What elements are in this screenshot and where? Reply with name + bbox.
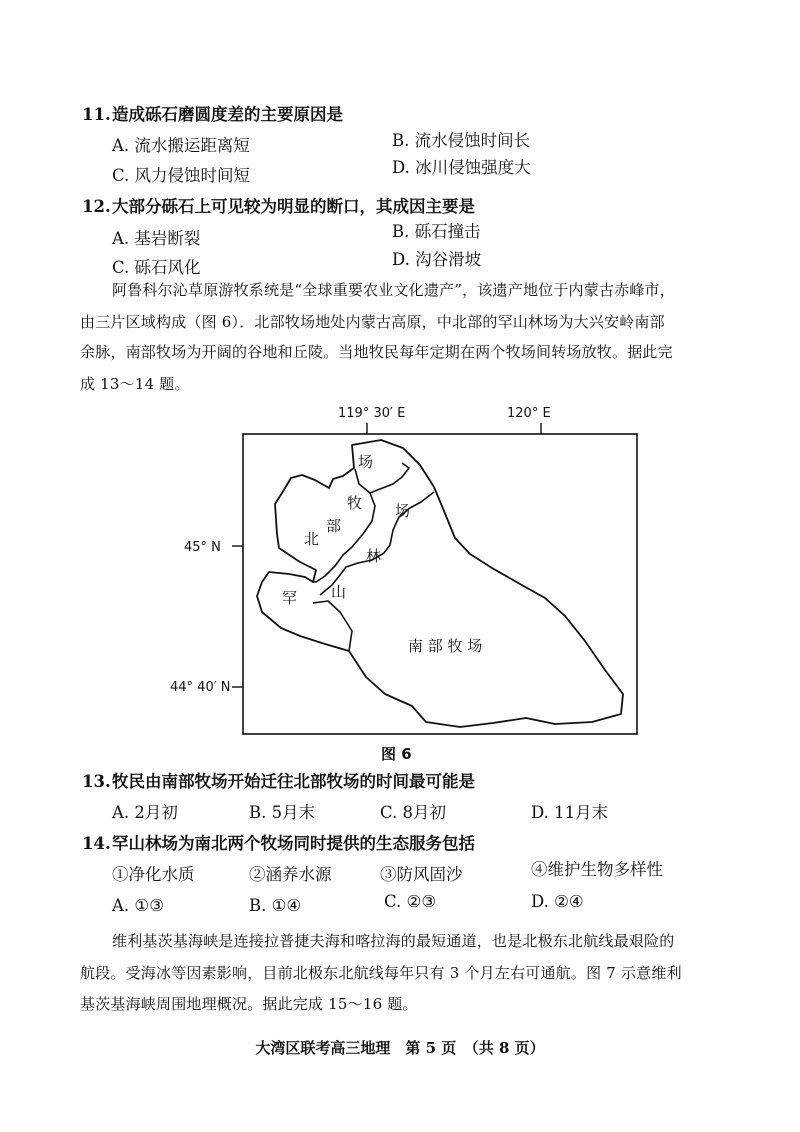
region-label-south-pasture: 南 部 牧 场 bbox=[408, 637, 483, 655]
option-12-b: B. 砾石撞击 bbox=[392, 222, 481, 241]
option-14-d: D. ②④ bbox=[531, 892, 584, 911]
longitude-label: 120° E bbox=[507, 406, 551, 421]
region-char-forest: 罕 bbox=[282, 589, 298, 607]
question-number: 14. bbox=[82, 834, 111, 853]
page-footer: 大湾区联考高三地理 第 5 页 （共 8 页） bbox=[255, 1039, 545, 1057]
question-14-stem: 14.罕山林场为南北两个牧场同时提供的生态服务包括 bbox=[82, 834, 475, 853]
option-13-b: B. 5月末 bbox=[249, 803, 316, 822]
option-11-a: A. 流水搬运距离短 bbox=[112, 136, 250, 155]
question-number: 12. bbox=[82, 197, 111, 216]
option-12-d: D. 沟谷滑坡 bbox=[392, 250, 482, 269]
latitude-label: 44° 40′ N bbox=[170, 680, 231, 695]
option-14-a: A. ①③ bbox=[112, 896, 164, 915]
item-14-4: ④维护生物多样性 bbox=[531, 860, 663, 879]
passage-1-line: 余脉，南部牧场为开阔的谷地和丘陵。当地牧民每年定期在两个牧场间转场放牧。据此完 bbox=[80, 343, 673, 361]
question-13-stem: 13.牧民由南部牧场开始迁往北部牧场的时间最可能是 bbox=[82, 772, 475, 791]
region-char-forest: 山 bbox=[331, 583, 347, 601]
option-11-b: B. 流水侵蚀时间长 bbox=[392, 131, 531, 150]
option-12-c: C. 砾石风化 bbox=[112, 258, 201, 277]
heritage-boundary bbox=[257, 440, 623, 727]
passage-1-line: 成 13～14 题。 bbox=[80, 375, 190, 393]
option-14-b: B. ①④ bbox=[249, 896, 302, 915]
option-13-a: A. 2月初 bbox=[112, 803, 178, 822]
passage-2-line: 航段。受海冰等因素影响，目前北极东北航线每年只有 3 个月左右可通航。图 7 示意维利 bbox=[80, 964, 682, 982]
forest-boundary bbox=[320, 492, 434, 595]
map-frame bbox=[243, 434, 637, 734]
passage-2-line: 维利基茨基海峡是连接拉普捷夫海和喀拉海的最短通道，也是北极东北航线最艰险的 bbox=[112, 932, 675, 950]
region-char-north: 部 bbox=[326, 517, 342, 535]
option-13-c: C. 8月初 bbox=[380, 803, 447, 822]
region-char-north: 牧 bbox=[347, 494, 363, 512]
question-12-stem: 12.大部分砾石上可见较为明显的断口，其成因主要是 bbox=[82, 197, 475, 216]
question-number: 11. bbox=[82, 105, 111, 124]
option-13-d: D. 11月末 bbox=[531, 803, 609, 822]
region-char-forest: 林 bbox=[366, 547, 382, 565]
item-14-3: ③防风固沙 bbox=[380, 865, 463, 884]
region-char-north: 北 bbox=[304, 530, 320, 548]
region-char-north: 场 bbox=[358, 453, 374, 471]
passage-1-line: 阿鲁科尔沁草原游牧系统是“全球重要农业文化遗产”，该遗产地位于内蒙古赤峰市， bbox=[112, 281, 675, 299]
figure-caption: 图 6 bbox=[381, 745, 412, 763]
latitude-label: 45° N bbox=[184, 540, 221, 555]
option-12-a: A. 基岩断裂 bbox=[112, 229, 201, 248]
question-number: 13. bbox=[82, 772, 111, 791]
passage-1-line: 由三片区域构成（图 6）．北部牧场地处内蒙古高原，中北部的罕山林场为大兴安岭南部 bbox=[80, 313, 665, 331]
option-11-c: C. 风力侵蚀时间短 bbox=[112, 166, 251, 185]
question-11-stem: 11.造成砾石磨圆度差的主要原因是 bbox=[82, 105, 343, 124]
region-char-forest: 场 bbox=[395, 502, 411, 520]
option-11-d: D. 冰川侵蚀强度大 bbox=[392, 158, 531, 177]
item-14-1: ①净化水质 bbox=[112, 865, 195, 884]
item-14-2: ②涵养水源 bbox=[249, 865, 332, 884]
option-14-c: C. ②③ bbox=[384, 892, 437, 911]
forest-south-boundary bbox=[313, 601, 352, 651]
passage-2-line: 基茨基海峡周围地理概况。据此完成 15～16 题。 bbox=[80, 995, 418, 1013]
longitude-label: 119° 30′ E bbox=[338, 406, 406, 421]
